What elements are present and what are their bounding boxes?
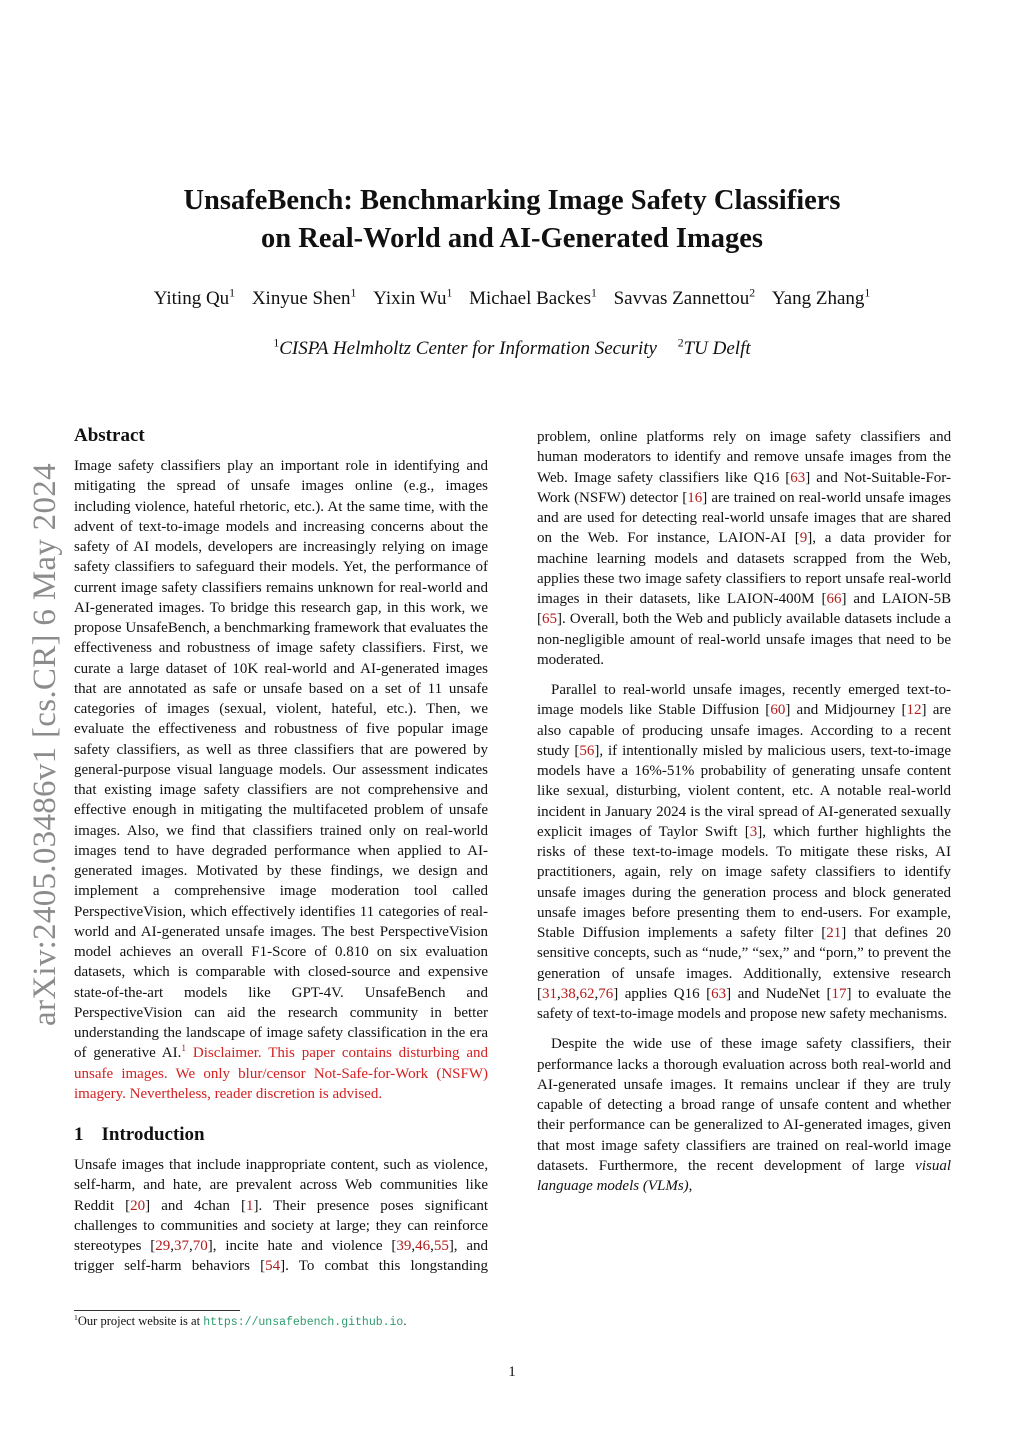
- citation-link[interactable]: 20: [130, 1197, 146, 1214]
- abstract-paragraph: Image safety classifiers play an important role in identifying and mitigating the spread of unsafe images online (e.g., images including violence, hateful rhetoric, etc.). At the same time, with the advent of text-to-image models and increasing concerns about the safety of AI models, developers are increasingly relying on image safety classifiers to safeguard their models. Yet, the performance of current image safety classifiers remains unknown for real-world and AI-generated images. To bridge this research gap, in this work, we propose UnsafeBench, a benchmarking framework that evaluates the effectiveness and robustness of image safety classifiers. First, we curate a large dataset of 10K real-world and AI-generated images that are annotated as safe or unsafe based on a set of 11 unsafe categories of images (sexual, violent, hateful, etc.). Then, we evaluate the effectiveness and robustness of five popular image safety classifiers, as well as three classifiers that are powered by general-purpose visual language models. Our assessment indicates that existing image safety classifiers are not comprehensive and effective enough in mitigating the multifaceted problem of unsafe images. Also, we find that classifiers trained only on real-world images tend to have degraded performance when applied to AI-generated images. Motivated by these findings, we design and implement a comprehensive image moderation tool called PerspectiveVision, which effectively identifies 11 categories of real-world and AI-generated unsafe images. The best PerspectiveVision model achieves an overall F1-Score of 0.810 on six evaluation datasets, which is comparable with closed-source and expensive state-of-the-art models like GPT-4V. UnsafeBench and PerspectiveVision can aid the research community in better understanding the landscape of image safety classification in the era of generative AI.$^1$ Disclaimer. This paper contains disturbing and unsafe images. We only blur/censor Not-Safe-for-Work (NSFW) imagery. Nevertheless, reader discretion is advised.: [74, 458, 488, 1102]
- citation-link[interactable]: 39: [396, 1238, 412, 1254]
- citation-link[interactable]: 62: [579, 985, 595, 1002]
- citation-link[interactable]: 12: [906, 702, 922, 719]
- citation-link[interactable]: 38: [560, 985, 576, 1002]
- project-website-link[interactable]: https://unsafebench.github.io: [203, 1316, 404, 1329]
- citation-link[interactable]: 55: [433, 1238, 449, 1254]
- author-name: Yang Zhang$^1$: [771, 286, 871, 309]
- author-name: Michael Backes$^1$: [469, 286, 597, 309]
- footnote-link[interactable]: 1: [181, 1044, 187, 1055]
- right-column: [537, 427, 951, 1196]
- citation-link[interactable]: 16: [687, 489, 703, 506]
- page-number: 1: [508, 1364, 516, 1380]
- citation-link[interactable]: 46: [415, 1238, 431, 1254]
- citation-link[interactable]: 60: [770, 702, 786, 719]
- paper-title: [90, 182, 934, 258]
- citation-link[interactable]: 63: [790, 469, 806, 486]
- citation-link[interactable]: 54: [265, 1258, 281, 1275]
- affiliation-list: [90, 336, 934, 362]
- abstract-heading: Abstract: [74, 425, 145, 446]
- author-name: Yiting Qu$^1$: [153, 286, 236, 309]
- citation-link[interactable]: 17: [831, 985, 847, 1002]
- author-name: Yixin Wu$^1$: [373, 286, 453, 309]
- citation-link[interactable]: 29: [155, 1238, 171, 1254]
- title-line-1: UnsafeBench: Benchmarking Image Safety Classifiers: [183, 185, 841, 216]
- intro-paragraph-1-continued: problem, online platforms rely on image safety classifiers and human moderators to identify and remove unsafe images from the Web. Image safety classifiers like Q16 [63] and Not-Suitable-For-Work (NSFW) detector [16] are trained on real-world unsafe images and are used for detecting real-world unsafe images that are shared on the Web. For instance, LAION-AI [9], a data provider for machine learning models and datasets scrapped from the Web, applies these two image safety classifiers to report unsafe real-world images in their datasets, like LAION-400M [66] and LAION-5B [65]. Overall, both the Web and publicly available datasets include a non-negligible amount of real-world unsafe images that need to be moderated.: [537, 429, 952, 668]
- citation-link[interactable]: 37: [174, 1238, 190, 1254]
- citation-link[interactable]: 76: [598, 985, 614, 1002]
- citation-link[interactable]: 3: [749, 823, 758, 840]
- title-line-2: on Real-World and AI-Generated Images: [261, 223, 763, 254]
- citation-link[interactable]: 9: [799, 530, 808, 547]
- citation-link[interactable]: 63: [711, 985, 727, 1002]
- affiliation: $^2$TU Delft: [677, 336, 751, 359]
- author-list: [90, 286, 934, 312]
- affiliation: $^1$CISPA Helmholtz Center for Information Security: [273, 336, 657, 359]
- footnote: $^1$Our project website is at https://unsafebench.github.io.: [74, 1312, 407, 1329]
- arxiv-identifier: arXiv:2405.03486v1 [cs.CR] 6 May 2024: [27, 463, 63, 1027]
- citation-link[interactable]: 31: [542, 985, 557, 1002]
- disclaimer-text: Disclaimer. This paper contains disturbing and unsafe images. We only blur/censor Not-Safe-for-Work (NSFW) imagery. Nevertheless, reader discretion is advised.: [74, 1045, 488, 1102]
- citation-link[interactable]: 21: [826, 925, 842, 941]
- footnote-divider: [74, 1310, 240, 1311]
- citation-link[interactable]: 65: [542, 611, 557, 628]
- intro-paragraph-3: Despite the wide use of these image safety classifiers, their performance lacks a thorough evaluation across both real-world and AI-generated unsafe images. It remains unclear if they are truly capable of detecting a broad range of unsafe content and whether their performance can be generalized to AI-generated images, given that most image safety classifiers are trained on real-world image datasets. Furthermore, the recent development of large visual language models (VLMs),: [537, 1036, 951, 1194]
- citation-link[interactable]: 56: [579, 742, 595, 759]
- author-name: Savvas Zannettou$^2$: [613, 286, 756, 309]
- citation-link[interactable]: 66: [826, 591, 842, 607]
- section-heading-introduction: 1 Introduction: [74, 1124, 205, 1145]
- author-name: Xinyue Shen$^1$: [251, 286, 357, 309]
- citation-link[interactable]: 70: [192, 1238, 208, 1254]
- intro-paragraph-1-start: Unsafe images that include inappropriate content, such as violence, self-harm, and hate, are prevalent across Web communities like Reddit [20] and 4chan [1]. Their presence poses significant challenges to communities and society at large; they can reinforce stereotypes [29,37,70], incite hate and violence [39,46,55], and trigger self-harm behaviors [54]. To combat this longstanding: [74, 1157, 489, 1275]
- citation-link[interactable]: 1: [246, 1197, 254, 1214]
- left-column: [74, 423, 488, 1277]
- intro-paragraph-2: Parallel to real-world unsafe images, recently emerged text-to-image models like Stable Diffusion [60] and Midjourney [12] are also capable of producing unsafe images. According to a recent study [56], if intentionally misled by malicious users, text-to-image models have a 16%-51% probability of generating unsafe content like sexual, disturbing, violent content, etc. A notable real-world incident in January 2024 is the viral spread of AI-generated sexually explicit images of Taylor Swift [3], which further highlights the risks of these text-to-image models. To mitigate these risks, AI practitioners, again, rely on image safety classifiers to identify unsafe images during the generation process and block generated unsafe images before presenting them to end-users. For example, Stable Diffusion implements a safety filter [21] that defines 20 sensitive concepts, such as “nude,” “sex,” and “porn,” to prevent the generation of unsafe images. Additionally, extensive research [31,38,62,76] applies Q16 [63] and NudeNet [17] to evaluate the safety of text-to-image models and propose new safety mechanisms.: [537, 682, 951, 1022]
